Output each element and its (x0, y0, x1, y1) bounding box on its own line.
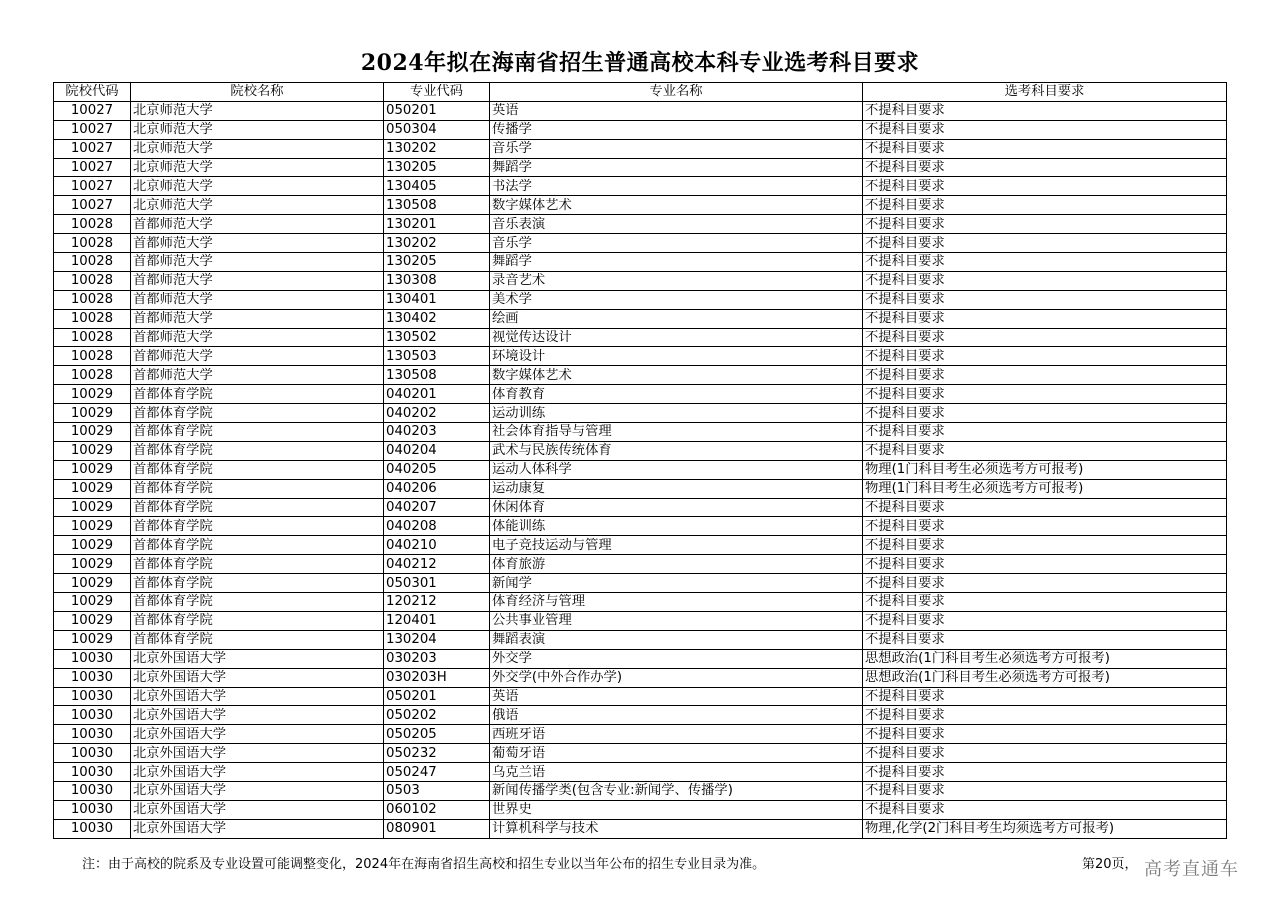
table-row (54, 593, 1227, 612)
subject-requirement-cell: 不提科目要求 (863, 423, 1227, 442)
school-code-cell: 10029 (54, 574, 131, 593)
major-name-cell: 世界史 (490, 800, 863, 819)
major-name-cell: 音乐学 (490, 234, 863, 253)
table-row (54, 725, 1227, 744)
major-code-cell: 040201 (384, 385, 490, 404)
school-name-cell: 北京外国语大学 (131, 781, 384, 800)
watermark-text: 高考直通车 (1144, 859, 1239, 880)
school-code-cell: 10030 (54, 649, 131, 668)
school-name-cell: 北京师范大学 (131, 101, 384, 120)
table-row (54, 366, 1227, 385)
subject-requirement-cell: 不提科目要求 (863, 234, 1227, 253)
subject-requirement-cell: 不提科目要求 (863, 536, 1227, 555)
major-code-cell: 060102 (384, 800, 490, 819)
major-code-cell: 040203 (384, 423, 490, 442)
subject-requirement-cell: 不提科目要求 (863, 404, 1227, 423)
major-code-cell: 030203H (384, 668, 490, 687)
subject-requirement-cell: 不提科目要求 (863, 593, 1227, 612)
school-name-cell: 首都体育学院 (131, 479, 384, 498)
major-code-cell: 040205 (384, 460, 490, 479)
school-name-cell: 北京外国语大学 (131, 706, 384, 725)
table-row (54, 328, 1227, 347)
major-code-cell: 040207 (384, 498, 490, 517)
major-name-cell: 外交学(中外合作办学) (490, 668, 863, 687)
major-name-cell: 录音艺术 (490, 271, 863, 290)
major-code-cell: 050202 (384, 706, 490, 725)
school-name-cell: 首都体育学院 (131, 630, 384, 649)
subject-requirement-cell: 不提科目要求 (863, 498, 1227, 517)
major-code-cell: 050232 (384, 744, 490, 763)
major-code-cell: 120401 (384, 611, 490, 630)
major-name-cell: 西班牙语 (490, 725, 863, 744)
subject-requirement-cell: 不提科目要求 (863, 725, 1227, 744)
school-code-cell: 10029 (54, 441, 131, 460)
table-row (54, 253, 1227, 272)
subject-requirement-cell: 不提科目要求 (863, 177, 1227, 196)
table-row (54, 781, 1227, 800)
school-code-cell: 10029 (54, 611, 131, 630)
subject-requirement-cell: 不提科目要求 (863, 781, 1227, 800)
major-name-cell: 视觉传达设计 (490, 328, 863, 347)
school-code-cell: 10029 (54, 460, 131, 479)
subject-requirement-cell: 不提科目要求 (863, 517, 1227, 536)
major-code-cell: 130205 (384, 253, 490, 272)
table-row (54, 649, 1227, 668)
subject-requirement-cell: 不提科目要求 (863, 309, 1227, 328)
table-row (54, 177, 1227, 196)
major-name-cell: 武术与民族传统体育 (490, 441, 863, 460)
school-code-cell: 10029 (54, 498, 131, 517)
subject-requirement-cell: 不提科目要求 (863, 385, 1227, 404)
school-name-cell: 首都师范大学 (131, 234, 384, 253)
major-code-cell: 050247 (384, 763, 490, 782)
major-code-cell: 130205 (384, 158, 490, 177)
major-code-cell: 040208 (384, 517, 490, 536)
school-name-cell: 北京师范大学 (131, 158, 384, 177)
major-name-cell: 体能训练 (490, 517, 863, 536)
subject-requirement-cell: 不提科目要求 (863, 800, 1227, 819)
major-code-cell: 130204 (384, 630, 490, 649)
table-row (54, 309, 1227, 328)
school-name-cell: 首都体育学院 (131, 611, 384, 630)
table-row (54, 385, 1227, 404)
school-name-cell: 首都体育学院 (131, 404, 384, 423)
school-name-cell: 北京外国语大学 (131, 800, 384, 819)
school-name-cell: 首都师范大学 (131, 309, 384, 328)
school-code-cell: 10030 (54, 763, 131, 782)
table-row (54, 763, 1227, 782)
school-code-cell: 10028 (54, 366, 131, 385)
table-row (54, 101, 1227, 120)
major-code-cell: 130508 (384, 366, 490, 385)
school-name-cell: 北京外国语大学 (131, 763, 384, 782)
school-name-cell: 首都师范大学 (131, 290, 384, 309)
school-name-cell: 北京外国语大学 (131, 744, 384, 763)
subject-requirement-cell: 不提科目要求 (863, 441, 1227, 460)
school-code-cell: 10030 (54, 800, 131, 819)
school-name-cell: 北京师范大学 (131, 196, 384, 215)
major-code-cell: 040204 (384, 441, 490, 460)
school-name-cell: 首都师范大学 (131, 328, 384, 347)
major-code-cell: 050301 (384, 574, 490, 593)
table-row (54, 271, 1227, 290)
header-school-name: 院校名称 (131, 83, 384, 102)
major-name-cell: 音乐表演 (490, 215, 863, 234)
subject-requirement-cell: 不提科目要求 (863, 574, 1227, 593)
table-row (54, 404, 1227, 423)
subject-requirement-cell: 不提科目要求 (863, 271, 1227, 290)
subject-requirement-cell: 不提科目要求 (863, 101, 1227, 120)
major-name-cell: 体育经济与管理 (490, 593, 863, 612)
subject-requirement-cell: 思想政治(1门科目考生必须选考方可报考) (863, 649, 1227, 668)
subject-requirement-cell: 不提科目要求 (863, 290, 1227, 309)
school-code-cell: 10027 (54, 196, 131, 215)
table-row (54, 687, 1227, 706)
school-code-cell: 10030 (54, 687, 131, 706)
subject-requirement-cell: 不提科目要求 (863, 196, 1227, 215)
subject-requirement-cell: 不提科目要求 (863, 366, 1227, 385)
major-name-cell: 美术学 (490, 290, 863, 309)
school-code-cell: 10028 (54, 215, 131, 234)
school-name-cell: 首都体育学院 (131, 574, 384, 593)
subject-requirement-cell: 不提科目要求 (863, 630, 1227, 649)
table-row (54, 423, 1227, 442)
table-row (54, 498, 1227, 517)
school-code-cell: 10027 (54, 101, 131, 120)
major-name-cell: 社会体育指导与管理 (490, 423, 863, 442)
school-code-cell: 10030 (54, 668, 131, 687)
major-name-cell: 传播学 (490, 120, 863, 139)
major-code-cell: 050205 (384, 725, 490, 744)
subject-requirement-cell: 不提科目要求 (863, 611, 1227, 630)
major-code-cell: 130202 (384, 139, 490, 158)
major-name-cell: 体育旅游 (490, 555, 863, 574)
subject-requirement-cell: 不提科目要求 (863, 555, 1227, 574)
school-name-cell: 北京外国语大学 (131, 687, 384, 706)
school-name-cell: 首都师范大学 (131, 253, 384, 272)
table-row (54, 706, 1227, 725)
subject-requirement-cell: 不提科目要求 (863, 347, 1227, 366)
major-name-cell: 运动训练 (490, 404, 863, 423)
subject-requirement-cell: 物理(1门科目考生必须选考方可报考) (863, 460, 1227, 479)
school-code-cell: 10029 (54, 517, 131, 536)
school-code-cell: 10028 (54, 290, 131, 309)
major-name-cell: 书法学 (490, 177, 863, 196)
table-row (54, 668, 1227, 687)
school-code-cell: 10030 (54, 819, 131, 838)
major-code-cell: 040206 (384, 479, 490, 498)
major-name-cell: 新闻传播学类(包含专业:新闻学、传播学) (490, 781, 863, 800)
school-code-cell: 10028 (54, 234, 131, 253)
school-code-cell: 10029 (54, 479, 131, 498)
table-header-row (54, 83, 1227, 102)
school-code-cell: 10029 (54, 630, 131, 649)
major-code-cell: 050201 (384, 101, 490, 120)
subject-requirement-cell: 不提科目要求 (863, 744, 1227, 763)
major-name-cell: 环境设计 (490, 347, 863, 366)
school-code-cell: 10029 (54, 404, 131, 423)
header-subject-requirement: 选考科目要求 (863, 83, 1227, 102)
page-number: 第20页， (1082, 857, 1138, 872)
header-major-code: 专业代码 (384, 83, 490, 102)
school-name-cell: 首都师范大学 (131, 347, 384, 366)
requirements-table (53, 82, 1227, 839)
school-code-cell: 10030 (54, 781, 131, 800)
school-name-cell: 北京外国语大学 (131, 668, 384, 687)
major-code-cell: 050201 (384, 687, 490, 706)
subject-requirement-cell: 不提科目要求 (863, 706, 1227, 725)
major-name-cell: 俄语 (490, 706, 863, 725)
school-name-cell: 首都师范大学 (131, 366, 384, 385)
school-code-cell: 10028 (54, 271, 131, 290)
major-name-cell: 公共事业管理 (490, 611, 863, 630)
table-row (54, 555, 1227, 574)
major-code-cell: 030203 (384, 649, 490, 668)
table-row (54, 744, 1227, 763)
major-name-cell: 休闲体育 (490, 498, 863, 517)
subject-requirement-cell: 不提科目要求 (863, 120, 1227, 139)
header-major-name: 专业名称 (490, 83, 863, 102)
major-name-cell: 英语 (490, 101, 863, 120)
table-row (54, 215, 1227, 234)
major-code-cell: 0503 (384, 781, 490, 800)
school-code-cell: 10028 (54, 253, 131, 272)
school-code-cell: 10029 (54, 536, 131, 555)
table-row (54, 819, 1227, 838)
subject-requirement-cell: 物理(1门科目考生必须选考方可报考) (863, 479, 1227, 498)
major-code-cell: 040202 (384, 404, 490, 423)
subject-requirement-cell: 不提科目要求 (863, 687, 1227, 706)
major-name-cell: 电子竞技运动与管理 (490, 536, 863, 555)
table-row (54, 158, 1227, 177)
subject-requirement-cell: 不提科目要求 (863, 763, 1227, 782)
table-row (54, 536, 1227, 555)
major-code-cell: 130502 (384, 328, 490, 347)
table-row (54, 139, 1227, 158)
table-row (54, 574, 1227, 593)
subject-requirement-cell: 不提科目要求 (863, 253, 1227, 272)
table-row (54, 290, 1227, 309)
major-name-cell: 运动康复 (490, 479, 863, 498)
school-code-cell: 10028 (54, 309, 131, 328)
table-row (54, 196, 1227, 215)
subject-requirement-cell: 不提科目要求 (863, 328, 1227, 347)
table-row (54, 630, 1227, 649)
major-name-cell: 外交学 (490, 649, 863, 668)
table-row (54, 460, 1227, 479)
header-school-code: 院校代码 (54, 83, 131, 102)
school-name-cell: 首都体育学院 (131, 385, 384, 404)
school-name-cell: 北京师范大学 (131, 139, 384, 158)
school-name-cell: 首都体育学院 (131, 517, 384, 536)
major-code-cell: 130201 (384, 215, 490, 234)
school-code-cell: 10029 (54, 593, 131, 612)
school-code-cell: 10030 (54, 744, 131, 763)
major-code-cell: 040212 (384, 555, 490, 574)
subject-requirement-cell: 不提科目要求 (863, 215, 1227, 234)
table-row (54, 347, 1227, 366)
major-name-cell: 运动人体科学 (490, 460, 863, 479)
school-code-cell: 10027 (54, 139, 131, 158)
major-code-cell: 130308 (384, 271, 490, 290)
footer-note: 注：由于高校的院系及专业设置可能调整变化，2024年在海南省招生高校和招生专业以当年公布的招生专业目录为准。 (82, 857, 766, 872)
major-name-cell: 数字媒体艺术 (490, 366, 863, 385)
major-code-cell: 130401 (384, 290, 490, 309)
school-name-cell: 首都体育学院 (131, 593, 384, 612)
major-name-cell: 新闻学 (490, 574, 863, 593)
school-name-cell: 首都师范大学 (131, 215, 384, 234)
school-name-cell: 北京外国语大学 (131, 725, 384, 744)
school-code-cell: 10027 (54, 177, 131, 196)
major-name-cell: 舞蹈学 (490, 253, 863, 272)
table-row (54, 800, 1227, 819)
subject-requirement-cell: 物理,化学(2门科目考生均须选考方可报考) (863, 819, 1227, 838)
major-code-cell: 050304 (384, 120, 490, 139)
major-name-cell: 乌克兰语 (490, 763, 863, 782)
school-name-cell: 首都体育学院 (131, 555, 384, 574)
school-code-cell: 10030 (54, 706, 131, 725)
major-name-cell: 舞蹈表演 (490, 630, 863, 649)
table-row (54, 441, 1227, 460)
school-name-cell: 北京外国语大学 (131, 819, 384, 838)
major-code-cell: 080901 (384, 819, 490, 838)
school-name-cell: 首都体育学院 (131, 498, 384, 517)
major-code-cell: 130405 (384, 177, 490, 196)
school-name-cell: 北京师范大学 (131, 120, 384, 139)
table-row (54, 611, 1227, 630)
school-name-cell: 首都体育学院 (131, 536, 384, 555)
page-title: 2024年拟在海南省招生普通高校本科专业选考科目要求 (360, 50, 920, 76)
subject-requirement-cell: 思想政治(1门科目考生必须选考方可报考) (863, 668, 1227, 687)
major-code-cell: 130202 (384, 234, 490, 253)
major-name-cell: 体育教育 (490, 385, 863, 404)
table-row (54, 234, 1227, 253)
school-name-cell: 首都体育学院 (131, 441, 384, 460)
school-name-cell: 北京外国语大学 (131, 649, 384, 668)
subject-requirement-cell: 不提科目要求 (863, 139, 1227, 158)
school-code-cell: 10029 (54, 385, 131, 404)
subject-requirement-cell: 不提科目要求 (863, 158, 1227, 177)
school-code-cell: 10027 (54, 158, 131, 177)
major-name-cell: 数字媒体艺术 (490, 196, 863, 215)
school-code-cell: 10030 (54, 725, 131, 744)
major-name-cell: 葡萄牙语 (490, 744, 863, 763)
school-name-cell: 首都师范大学 (131, 271, 384, 290)
table-row (54, 517, 1227, 536)
major-name-cell: 音乐学 (490, 139, 863, 158)
school-code-cell: 10028 (54, 347, 131, 366)
school-code-cell: 10029 (54, 423, 131, 442)
major-code-cell: 130402 (384, 309, 490, 328)
major-name-cell: 计算机科学与技术 (490, 819, 863, 838)
table-row (54, 479, 1227, 498)
school-code-cell: 10027 (54, 120, 131, 139)
major-code-cell: 120212 (384, 593, 490, 612)
school-code-cell: 10029 (54, 555, 131, 574)
school-name-cell: 首都体育学院 (131, 423, 384, 442)
major-name-cell: 英语 (490, 687, 863, 706)
major-code-cell: 040210 (384, 536, 490, 555)
school-name-cell: 北京师范大学 (131, 177, 384, 196)
major-name-cell: 舞蹈学 (490, 158, 863, 177)
table-row (54, 120, 1227, 139)
major-name-cell: 绘画 (490, 309, 863, 328)
school-code-cell: 10028 (54, 328, 131, 347)
major-code-cell: 130508 (384, 196, 490, 215)
major-code-cell: 130503 (384, 347, 490, 366)
school-name-cell: 首都体育学院 (131, 460, 384, 479)
